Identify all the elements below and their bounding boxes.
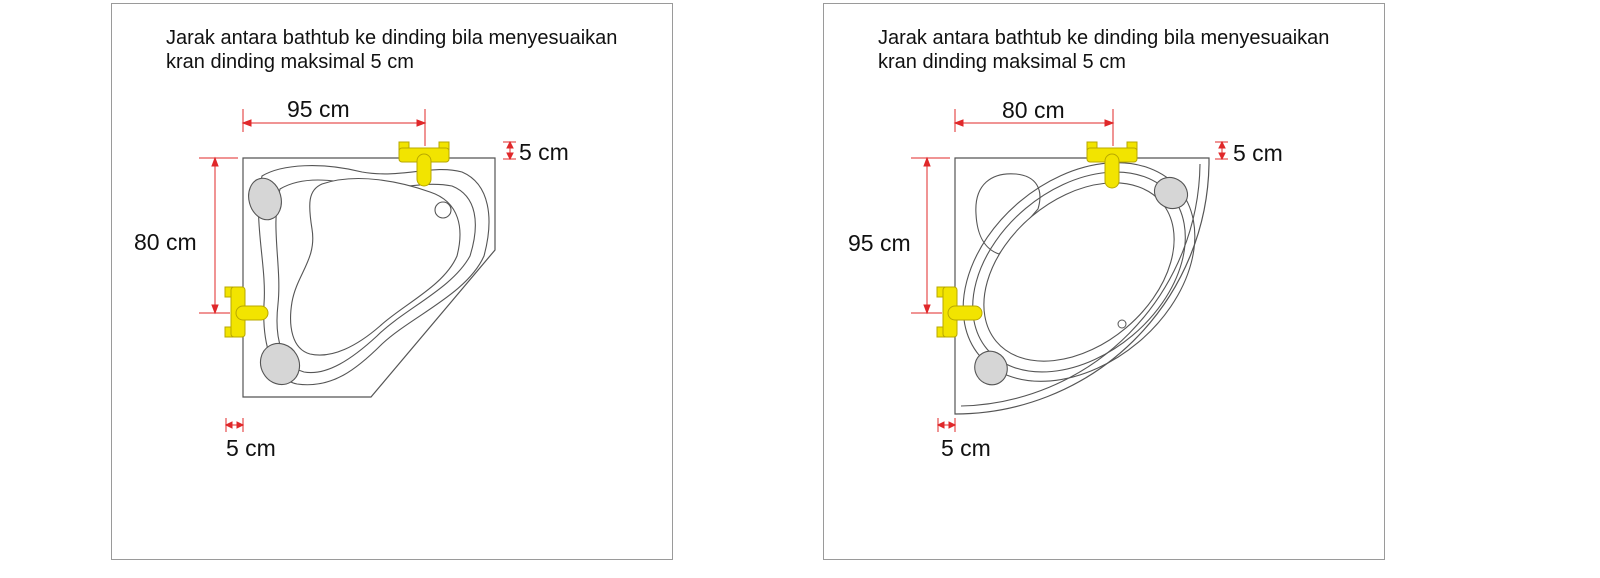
- dimension-gap-bottom-line: [226, 418, 243, 432]
- drain-icon: [435, 202, 451, 218]
- pentagon-bathtub-drawing: [112, 4, 672, 559]
- panel-title: Jarak antara bathtub ke dinding bila menyesuaikan kran dinding maksimal 5 cm: [166, 27, 618, 73]
- panel-title: Jarak antara bathtub ke dinding bila menyesuaikan kran dinding maksimal 5 cm: [878, 27, 1330, 73]
- bathtub-basin: [291, 179, 460, 356]
- dimension-height-label: 95 cm: [848, 230, 911, 256]
- dimension-width-label: 80 cm: [1002, 97, 1065, 123]
- dimension-height-label: 80 cm: [134, 229, 197, 255]
- dimension-gap-top-line: [503, 142, 516, 159]
- dimension-gap-top-label: 5 cm: [519, 139, 569, 165]
- dimension-gap-bottom-label: 5 cm: [226, 435, 276, 461]
- diagram-panel-quarter-round: [823, 3, 1385, 560]
- dimension-gap-top-label: 5 cm: [1233, 140, 1283, 166]
- quarter-round-bathtub-drawing: [824, 4, 1384, 559]
- dimension-gap-top-line: [1215, 142, 1228, 159]
- dimension-gap-bottom-line: [938, 418, 955, 432]
- diagram-panel-pentagon: [111, 3, 673, 560]
- drain-icon: [1118, 320, 1126, 328]
- dimension-width-label: 95 cm: [287, 96, 350, 122]
- dimension-gap-bottom-label: 5 cm: [941, 435, 991, 461]
